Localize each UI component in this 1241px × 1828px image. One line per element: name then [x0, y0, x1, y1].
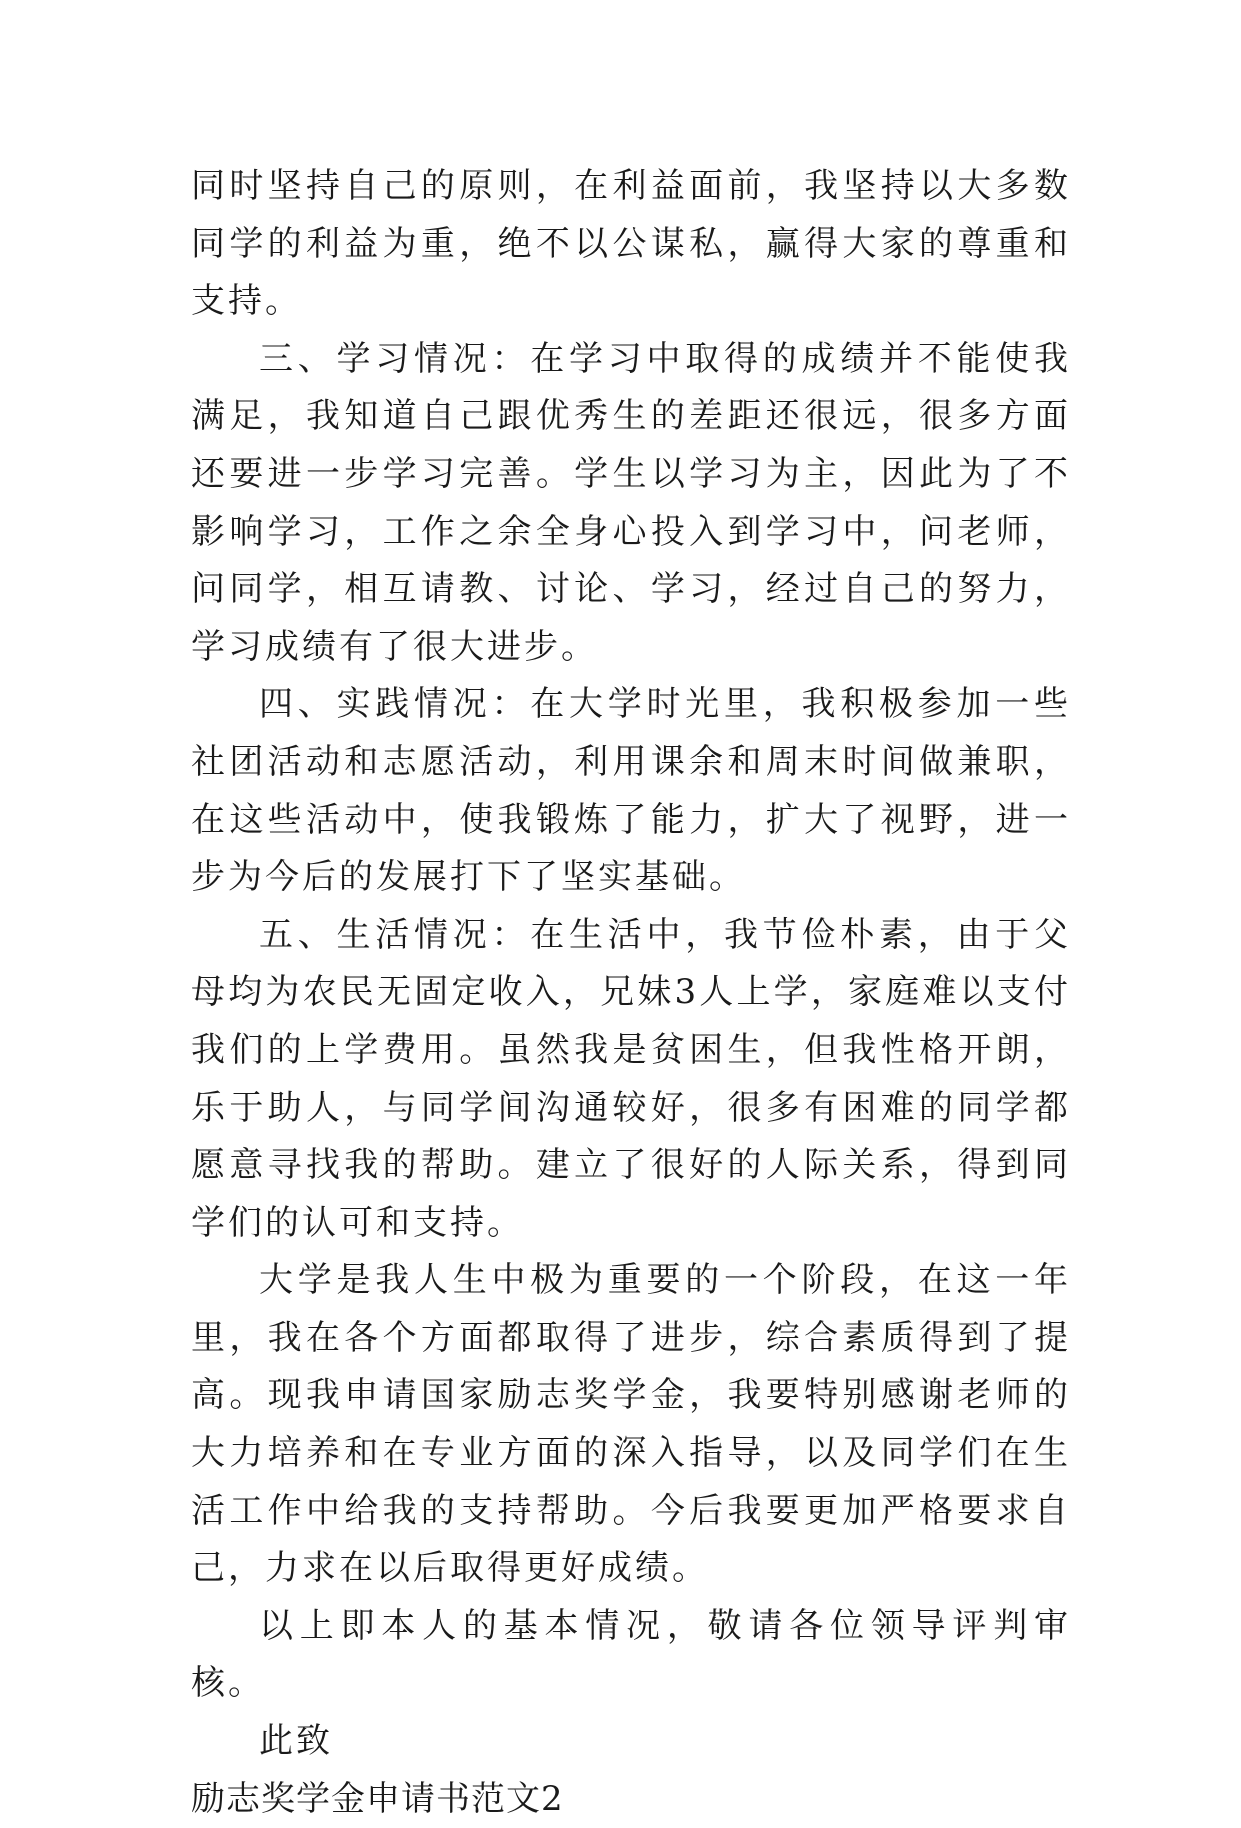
document-body	[191, 158, 1071, 1828]
paragraph-basic-info: 以上即本人的基本情况，敬请各位领导评判审核。	[191, 1605, 1071, 1704]
paragraph-continued: 同时坚持自己的原则，在利益面前，我坚持以大多数同学的利益为重，绝不以公谋私，赢得大家的尊重和支持。	[191, 166, 1071, 322]
paragraph-study-situation: 三、学习情况：在学习中取得的成绩并不能使我满足，我知道自己跟优秀生的差距还很远，很多方面还要进一步学习完善。学生以学习为主，因此为了不影响学习，工作之余全身心投入到学习中，问老师，问同学，相互请教、讨论、学习，经过自己的努力，学习成绩有了很大进步。	[191, 338, 1071, 667]
closing-salutation: 此致	[259, 1721, 333, 1762]
paragraph-practice-situation: 四、实践情况：在大学时光里，我积极参加一些社团活动和志愿活动，利用课余和周末时间做兼职，在这些活动中，使我锻炼了能力，扩大了视野，进一步为今后的发展打下了坚实基础。	[191, 684, 1071, 898]
paragraph-summary: 大学是我人生中极为重要的一个阶段，在这一年里，我在各个方面都取得了进步，综合素质得到了提高。现我申请国家励志奖学金，我要特别感谢老师的大力培养和在专业方面的深入指导，以及同学们在生活工作中给我的支持帮助。今后我要更加严格要求自己，力求在以后取得更好成绩。	[191, 1260, 1071, 1589]
paragraph-life-situation: 五、生活情况：在生活中，我节俭朴素，由于父母均为农民无固定收入，兄妹3人上学，家庭难以支付我们的上学费用。虽然我是贫困生，但我性格开朗，乐于助人，与同学间沟通较好，很多有困难的同学都愿意寻找我的帮助。建立了很好的人际关系，得到同学们的认可和支持。	[191, 914, 1071, 1243]
next-section-heading: 励志奖学金申请书范文2	[191, 1778, 564, 1819]
